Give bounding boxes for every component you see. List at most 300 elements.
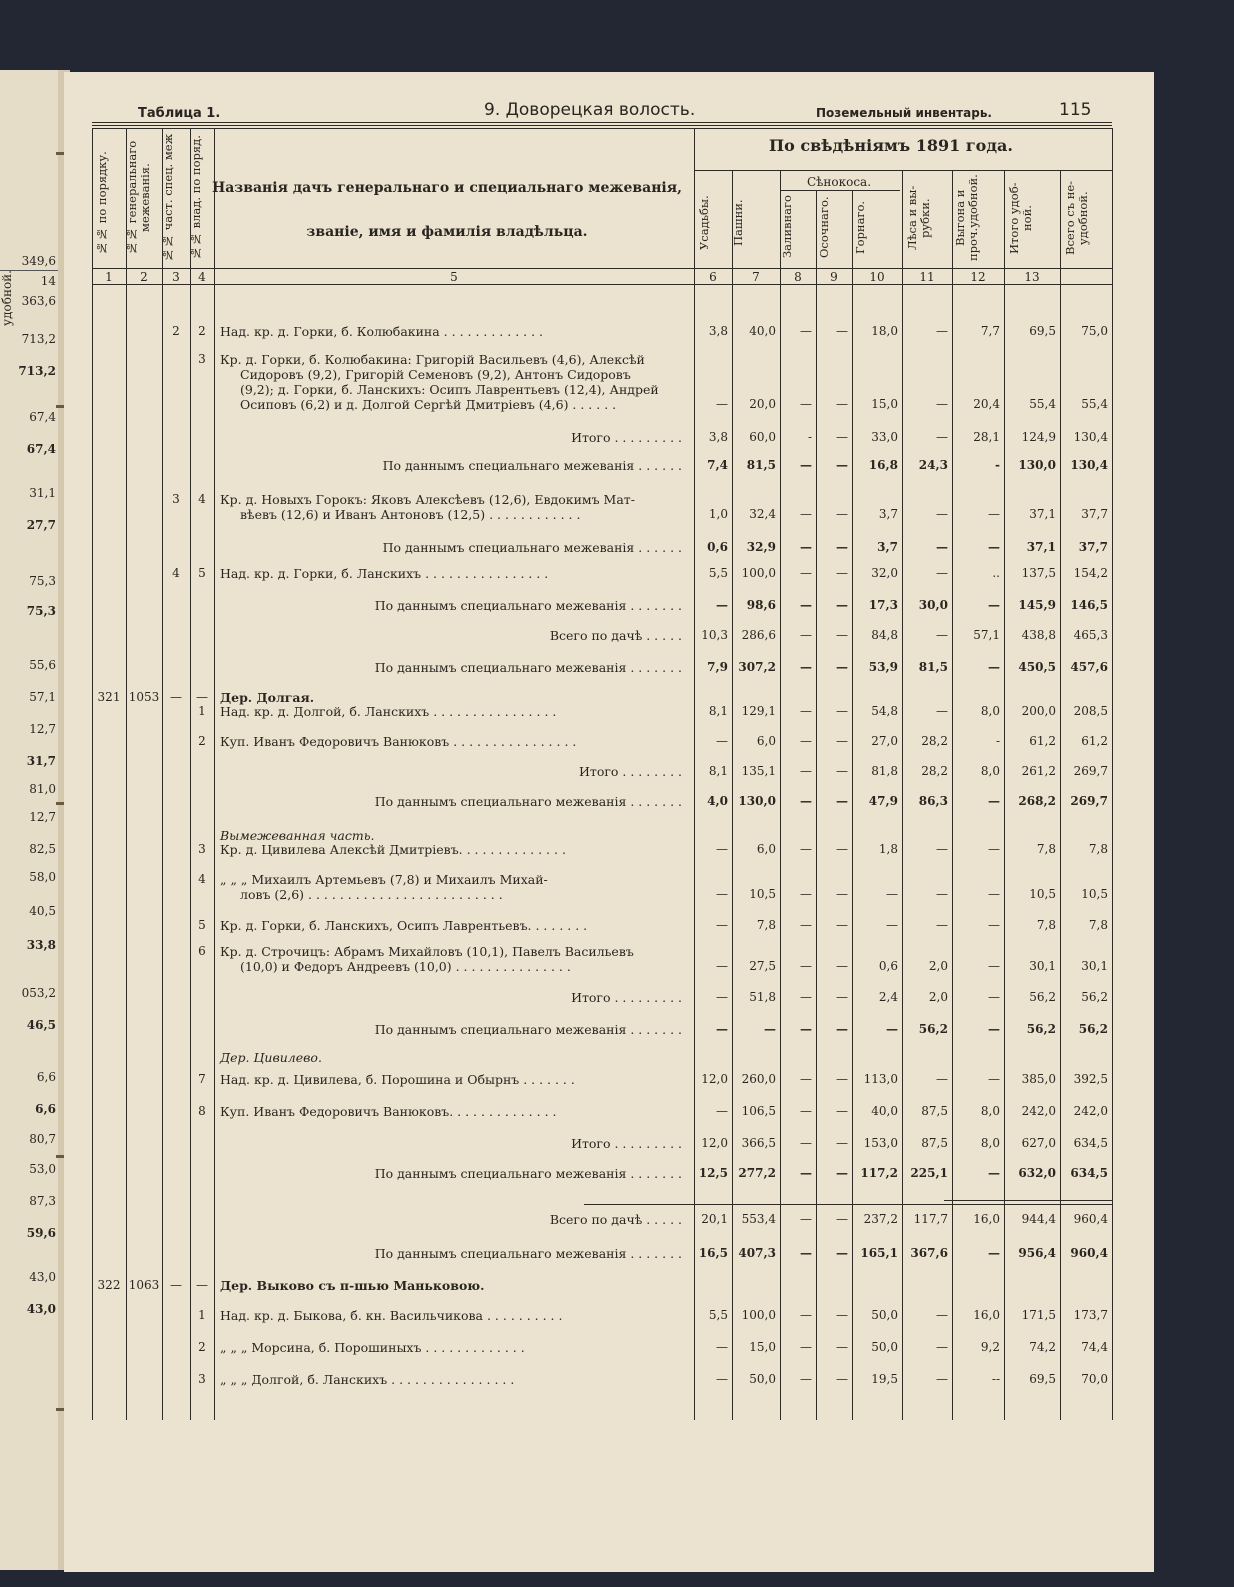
cell-col9: — (836, 842, 848, 856)
column-header-1: №№ по порядку. (95, 151, 109, 255)
left-page-value: 82,5 (29, 842, 56, 856)
column-header-12: Выгона и проч.удобной. (953, 174, 980, 262)
cell-col7: 81,5 (746, 458, 776, 472)
cell-col7: 307,2 (738, 660, 776, 674)
cell-col11: 30,0 (918, 598, 948, 612)
left-page-value: 58,0 (29, 870, 56, 884)
row-number-col2: 1053 (128, 690, 160, 704)
owner-description: Над. кр. д. Быкова, б. кн. Васильчикова . . . . . . . . . . (220, 1308, 563, 1323)
cell-col6: 3,8 (708, 430, 728, 444)
cell-col9: — (836, 990, 848, 1004)
column-number-1: 1 (105, 270, 113, 284)
cell-col11: — (936, 1340, 948, 1354)
cell-col11: 225,1 (910, 1166, 948, 1180)
cell-col8: — (800, 1166, 812, 1180)
cell-col13: 7,8 (1036, 918, 1056, 932)
cell-col13: 130,0 (1018, 458, 1056, 472)
cell-col9: — (836, 1136, 848, 1150)
cell-col11: — (936, 1308, 948, 1322)
cell-col7: 260,0 (741, 1072, 776, 1086)
cell-col12: — (988, 794, 1000, 808)
cell-col14: 70,0 (1081, 1372, 1108, 1386)
cell-col11: 24,3 (918, 458, 948, 472)
column-number-8: 8 (794, 270, 802, 284)
owner-description: Кр. д. Строчицъ: Абрамъ Михайловъ (10,1), Павелъ Васильевъ (220, 944, 634, 959)
cell-col12: — (988, 1246, 1000, 1260)
cell-col13: 200,0 (1021, 704, 1056, 718)
cell-col7: — (764, 1022, 776, 1036)
cell-col6: 7,9 (707, 660, 728, 674)
owner-description: вѣевъ (12,6) и Иванъ Антоновъ (12,5) . . . . . . . . . . . . (240, 507, 581, 522)
cell-col14: 7,8 (1088, 842, 1108, 856)
cell-col13: 268,2 (1018, 794, 1056, 808)
cell-col6: — (716, 598, 728, 612)
left-page-value: 40,5 (29, 904, 56, 918)
cell-col7: 286,6 (741, 628, 776, 642)
cell-col12: — (988, 842, 1000, 856)
cell-col12: 8,0 (980, 704, 1000, 718)
left-page-value: 6,6 (35, 1102, 56, 1116)
cell-col14: 960,4 (1073, 1212, 1108, 1226)
cell-col6: — (716, 1022, 728, 1036)
left-page-value: 46,5 (26, 1018, 56, 1032)
subtotal-label: Всего по дачѣ . . . . . (549, 628, 682, 643)
row-number-col4: 8 (198, 1104, 206, 1118)
cell-col10: 32,0 (871, 566, 898, 580)
row-number-col3: — (170, 1278, 182, 1292)
column-group-header: По свѣдѣніямъ 1891 года. (769, 136, 1013, 155)
column-header-7: Пашни. (731, 199, 745, 247)
subtotal-rule (584, 1204, 1112, 1205)
cell-col8: — (800, 1212, 812, 1226)
cell-col14: 208,5 (1073, 704, 1108, 718)
left-page-value: 6,6 (36, 1070, 56, 1084)
cell-col12: 8,0 (980, 1104, 1000, 1118)
owner-description: Над. кр. д. Цивилева, б. Порошина и Обырнъ . . . . . . . (220, 1072, 575, 1087)
cell-col14: 30,1 (1081, 959, 1108, 973)
cell-col8: - (807, 430, 812, 444)
subtotal-label: Итого . . . . . . . . . (571, 990, 682, 1005)
cell-col8: — (800, 1340, 812, 1354)
cell-col6: 5,5 (708, 1308, 728, 1322)
cell-col10: 18,0 (871, 324, 898, 338)
cell-col11: — (936, 540, 948, 554)
left-page-value: 43,0 (29, 1270, 56, 1284)
row-number-col4: 5 (198, 566, 206, 580)
cell-col10: 113,0 (863, 1072, 898, 1086)
owner-description: Кр. д. Горки, б. Колюбакина: Григорій Васильевъ (4,6), Алексѣй (220, 352, 645, 367)
survey-label: По даннымъ специальнаго межеванія . . . . . . (382, 540, 682, 555)
column-number-5: 5 (450, 270, 458, 284)
left-page-value: 57,1 (29, 690, 56, 704)
row-number-col4: 2 (198, 324, 206, 338)
cell-col7: 7,8 (756, 918, 776, 932)
cell-col13: 145,9 (1018, 598, 1056, 612)
cell-col13: 10,5 (1029, 887, 1056, 901)
cell-col12: - (995, 734, 1000, 748)
cell-col12: — (988, 540, 1000, 554)
cell-col14: 130,4 (1073, 430, 1108, 444)
cell-col14: 269,7 (1073, 764, 1108, 778)
cell-col14: 242,0 (1073, 1104, 1108, 1118)
cell-col6: 20,1 (701, 1212, 728, 1226)
survey-label: По даннымъ специальнаго межеванія . . . . . . . (374, 1166, 682, 1181)
cell-col11: — (936, 1372, 948, 1386)
cell-col10: 17,3 (868, 598, 898, 612)
cell-col6: 4,0 (707, 794, 728, 808)
left-page-value: 55,6 (29, 658, 56, 672)
cell-col11: — (936, 1072, 948, 1086)
cell-col13: 7,8 (1036, 842, 1056, 856)
owner-description: „ „ „ Морсина, б. Порошиныхъ . . . . . . . . . . . . . (220, 1340, 525, 1355)
cell-col6: — (716, 734, 728, 748)
row-number-col3: 3 (172, 492, 180, 506)
column-number-11: 11 (919, 270, 935, 284)
cell-col7: 135,1 (741, 764, 776, 778)
cell-col7: 366,5 (741, 1136, 776, 1150)
section-title: Дер. Долгая. (220, 690, 315, 705)
cell-col9: — (836, 1166, 848, 1180)
row-number-col4: 4 (198, 492, 206, 506)
cell-col11: 86,3 (918, 794, 948, 808)
left-page-value: 80,7 (29, 1132, 56, 1146)
cell-col11: — (936, 397, 948, 411)
owner-description: (9,2); д. Горки, б. Ланскихъ: Осипъ Лаврентьевъ (12,4), Андрей (240, 382, 659, 397)
cell-col8: — (800, 397, 812, 411)
cell-col6: 3,8 (708, 324, 728, 338)
cell-col10: 33,0 (871, 430, 898, 444)
cell-col7: 6,0 (756, 734, 776, 748)
cell-col9: — (836, 566, 848, 580)
cell-col14: 56,2 (1078, 1022, 1108, 1036)
cell-col14: 130,4 (1070, 458, 1108, 472)
row-number-col4: 5 (198, 918, 206, 932)
cell-col11: — (936, 324, 948, 338)
cell-col14: 154,2 (1073, 566, 1108, 580)
cell-col10: 237,2 (863, 1212, 898, 1226)
cell-col12: 28,1 (973, 430, 1000, 444)
left-page-value: 75,3 (26, 604, 56, 618)
cell-col6: — (716, 990, 728, 1004)
cell-col10: — (886, 918, 898, 932)
cell-col6: — (716, 1104, 728, 1118)
cell-col8: — (800, 887, 812, 901)
cell-col9: — (836, 918, 848, 932)
survey-label: По даннымъ специальнаго межеванія . . . . . . . (374, 598, 682, 613)
inventory-title: Поземельный инвентарь. (816, 106, 992, 120)
cell-col6: 12,0 (701, 1072, 728, 1086)
cell-col7: 6,0 (756, 842, 776, 856)
cell-col14: 634,5 (1070, 1166, 1108, 1180)
column-number-9: 9 (830, 270, 838, 284)
left-page-value: 713,2 (18, 364, 56, 378)
cell-col13: 37,1 (1026, 540, 1056, 554)
cell-col11: — (936, 918, 948, 932)
table-top-rule (92, 128, 1112, 129)
cell-col11: — (936, 430, 948, 444)
cell-col14: 269,7 (1070, 794, 1108, 808)
cell-col9: — (836, 430, 848, 444)
cell-col9: — (836, 794, 848, 808)
cell-col6: 12,0 (701, 1136, 728, 1150)
cell-col10: 165,1 (860, 1246, 898, 1260)
cell-col9: — (836, 1072, 848, 1086)
left-page-value: 43,0 (26, 1302, 56, 1316)
row-number-col4: 6 (198, 944, 206, 958)
cell-col11: 28,2 (921, 764, 948, 778)
cell-col14: 10,5 (1081, 887, 1108, 901)
cell-col13: 56,2 (1026, 1022, 1056, 1036)
cell-col8: — (800, 324, 812, 338)
column-divider (126, 128, 127, 1420)
cell-col14: 55,4 (1081, 397, 1108, 411)
subtotal-label: Итого . . . . . . . . (579, 764, 682, 779)
column-header-9: Осочнаго. (817, 196, 831, 258)
column-number-rule (92, 284, 1112, 285)
cell-col9: — (836, 734, 848, 748)
cell-col8: — (800, 1136, 812, 1150)
cell-col12: — (988, 507, 1000, 521)
cell-col10: 153,0 (863, 1136, 898, 1150)
survey-label: По даннымъ специальнаго межеванія . . . . . . . (374, 1246, 682, 1261)
cell-col8: — (800, 990, 812, 1004)
column-divider (162, 128, 163, 1420)
cell-col11: — (936, 887, 948, 901)
section-title: Дер. Выково съ п-шью Маньковою. (220, 1278, 485, 1293)
cell-col11: 81,5 (918, 660, 948, 674)
left-page-value: 363,6 (21, 294, 56, 308)
header-bottom-rule (92, 268, 1112, 269)
row-number-col4: 1 (198, 704, 206, 718)
row-number-col3: 2 (172, 324, 180, 338)
cell-col8: — (800, 598, 812, 612)
owner-description: Над. кр. д. Долгой, б. Ланскихъ . . . . . . . . . . . . . . . . (220, 704, 557, 719)
cell-col13: 627,0 (1021, 1136, 1056, 1150)
cell-col9: — (836, 598, 848, 612)
cell-col6: — (716, 1340, 728, 1354)
cell-col11: — (936, 704, 948, 718)
cell-col10: 1,8 (878, 842, 898, 856)
column-header-3: №№ част. спец. меж (161, 133, 175, 263)
district-title: 9. Доворецкая волость. (484, 100, 696, 120)
cell-col10: 50,0 (871, 1308, 898, 1322)
cell-col7: 129,1 (741, 704, 776, 718)
cell-col8: — (800, 704, 812, 718)
cell-col9: — (836, 1104, 848, 1118)
survey-label: По даннымъ специальнаго межеванія . . . . . . (382, 458, 682, 473)
left-page-value: 59,6 (26, 1226, 56, 1240)
left-page-value: 12,7 (29, 810, 56, 824)
row-number-col1: 321 (97, 690, 121, 704)
cell-col12: 8,0 (980, 764, 1000, 778)
owner-description: Над. кр. д. Горки, б. Колюбакина . . . . . . . . . . . . . (220, 324, 544, 339)
cell-col14: 465,3 (1073, 628, 1108, 642)
cell-col7: 100,0 (741, 1308, 776, 1322)
cell-col6: — (716, 397, 728, 411)
cell-col9: — (836, 1340, 848, 1354)
cell-col10: 27,0 (871, 734, 898, 748)
cell-col13: 55,4 (1029, 397, 1056, 411)
cell-col13: 69,5 (1029, 324, 1056, 338)
cell-col7: 407,3 (738, 1246, 776, 1260)
cell-col14: 7,8 (1088, 918, 1108, 932)
owner-description: ловъ (2,6) . . . . . . . . . . . . . . . . . . . . . . . . . (240, 887, 503, 902)
cell-col10: 81,8 (871, 764, 898, 778)
cell-col10: 15,0 (871, 397, 898, 411)
cell-col14: 457,6 (1070, 660, 1108, 674)
row-number-col4: — (196, 1278, 208, 1292)
left-page-value: 27,7 (26, 518, 56, 532)
column-number-12: 12 (970, 270, 986, 284)
survey-label: По даннымъ специальнаго межеванія . . . . . . . (374, 660, 682, 675)
cell-col10: 40,0 (871, 1104, 898, 1118)
row-number-col4: 2 (198, 1340, 206, 1354)
cell-col8: — (800, 566, 812, 580)
column-header-5: Названія дачъ генеральнаго и специальнаго межеванія, званіе, имя и фамилія владѣльца. (212, 180, 682, 240)
cell-col10: — (886, 887, 898, 901)
cell-col14: 56,2 (1081, 990, 1108, 1004)
cell-col11: — (936, 507, 948, 521)
column-group-senokosa: Сѣнокоса. (806, 175, 872, 189)
left-page-value: 31,1 (29, 486, 56, 500)
owner-description: Кр. д. Цивилева Алексѣй Дмитріевъ. . . . . . . . . . . . . . (220, 842, 566, 857)
cell-col12: — (988, 887, 1000, 901)
cell-col7: 60,0 (749, 430, 776, 444)
cell-col10: 47,9 (868, 794, 898, 808)
cell-col12: 16,0 (973, 1212, 1000, 1226)
column-number-4: 4 (198, 270, 206, 284)
column-number-7: 7 (752, 270, 760, 284)
cell-col7: 20,0 (749, 397, 776, 411)
cell-col12: — (988, 1166, 1000, 1180)
cell-col12: 20,4 (973, 397, 1000, 411)
left-page-rule (0, 270, 58, 271)
cell-col8: — (800, 458, 812, 472)
cell-col8: — (800, 540, 812, 554)
owner-description: „ „ „ Долгой, б. Ланскихъ . . . . . . . . . . . . . . . . (220, 1372, 515, 1387)
cell-col13: 944,4 (1021, 1212, 1056, 1226)
cell-col12: 7,7 (980, 324, 1000, 338)
cell-col10: 19,5 (871, 1372, 898, 1386)
row-number-col4: — (196, 690, 208, 704)
left-page-column-header: удобной. (0, 270, 14, 326)
header-rule (92, 125, 1112, 126)
cell-col13: 74,2 (1029, 1340, 1056, 1354)
section-subtitle: Дер. Цивилево. (220, 1050, 322, 1065)
cell-col13: 242,0 (1021, 1104, 1056, 1118)
cell-col11: 28,2 (921, 734, 948, 748)
cell-col9: — (836, 397, 848, 411)
cell-col14: 74,4 (1081, 1340, 1108, 1354)
column-number-2: 2 (140, 270, 148, 284)
cell-col10: 2,4 (878, 990, 898, 1004)
column-header-14: Всего съ не- удобной. (1063, 180, 1090, 256)
cell-col9: — (836, 887, 848, 901)
left-page-value: 81,0 (29, 782, 56, 796)
cell-col8: — (800, 1104, 812, 1118)
cell-col7: 50,0 (749, 1372, 776, 1386)
cell-col7: 277,2 (738, 1166, 776, 1180)
cell-col11: 87,5 (921, 1104, 948, 1118)
cell-col13: 385,0 (1021, 1072, 1056, 1086)
cell-col6: 8,1 (708, 764, 728, 778)
cell-col10: — (886, 1022, 898, 1036)
cell-col6: — (716, 887, 728, 901)
cell-col7: 32,9 (746, 540, 776, 554)
cell-col8: — (800, 959, 812, 973)
left-page-value: 87,3 (29, 1194, 56, 1208)
cell-col11: 367,6 (910, 1246, 948, 1260)
cell-col11: 56,2 (918, 1022, 948, 1036)
column-number-13: 13 (1024, 270, 1040, 284)
cell-col6: 7,4 (707, 458, 728, 472)
cell-col7: 27,5 (749, 959, 776, 973)
cell-col7: 51,8 (749, 990, 776, 1004)
cell-col8: — (800, 734, 812, 748)
row-number-col4: 7 (198, 1072, 206, 1086)
cell-col7: 10,5 (749, 887, 776, 901)
owner-description: Осиповъ (6,2) и д. Долгой Сергѣй Дмитріевъ (4,6) . . . . . . (240, 397, 617, 412)
cell-col9: — (836, 764, 848, 778)
cell-col11: 2,0 (928, 959, 948, 973)
left-page-column-number: 14 (40, 274, 56, 288)
column-header-4: №№ влад. по поряд. (189, 135, 203, 261)
cell-col7: 106,5 (741, 1104, 776, 1118)
cell-col13: 69,5 (1029, 1372, 1056, 1386)
cell-col8: — (800, 764, 812, 778)
owner-description: (10,0) и Федоръ Андреевъ (10,0) . . . . . . . . . . . . . . . (240, 959, 571, 974)
cell-col9: — (836, 704, 848, 718)
cell-col14: 75,0 (1081, 324, 1108, 338)
cell-col6: 5,5 (708, 566, 728, 580)
cell-col8: — (800, 507, 812, 521)
row-number-col3: — (170, 690, 182, 704)
cell-col13: 261,2 (1021, 764, 1056, 778)
cell-col9: — (836, 540, 848, 554)
cell-col10: 84,8 (871, 628, 898, 642)
cell-col9: — (836, 660, 848, 674)
cell-col7: 553,4 (741, 1212, 776, 1226)
cell-col12: — (988, 1072, 1000, 1086)
cell-col9: — (836, 959, 848, 973)
row-number-col4: 3 (198, 352, 206, 366)
subtotal-label: Итого . . . . . . . . . (571, 430, 682, 445)
left-page-value: 67,4 (29, 410, 56, 424)
cell-col12: — (988, 1022, 1000, 1036)
cell-col12: — (988, 959, 1000, 973)
cell-col8: — (800, 794, 812, 808)
cell-col10: 54,8 (871, 704, 898, 718)
cell-col13: 61,2 (1029, 734, 1056, 748)
cell-col11: — (936, 842, 948, 856)
cell-col6: — (716, 842, 728, 856)
cell-col14: 392,5 (1073, 1072, 1108, 1086)
cell-col8: — (800, 1246, 812, 1260)
survey-label: По даннымъ специальнаго межеванія . . . . . . . (374, 1022, 682, 1037)
header-rule (92, 122, 1112, 123)
cell-col12: 9,2 (980, 1340, 1000, 1354)
cell-col13: 30,1 (1029, 959, 1056, 973)
cell-col13: 450,5 (1018, 660, 1056, 674)
cell-col10: 117,2 (860, 1166, 898, 1180)
owner-description: Куп. Иванъ Федоровичъ Ванюковъ. . . . . . . . . . . . . . (220, 1104, 557, 1119)
cell-col8: — (800, 1308, 812, 1322)
left-page-value: 75,3 (29, 574, 56, 588)
left-page-value: 713,2 (21, 332, 56, 346)
cell-col8: — (800, 660, 812, 674)
table-label: Таблица 1. (138, 106, 221, 121)
cell-col14: 37,7 (1078, 540, 1108, 554)
